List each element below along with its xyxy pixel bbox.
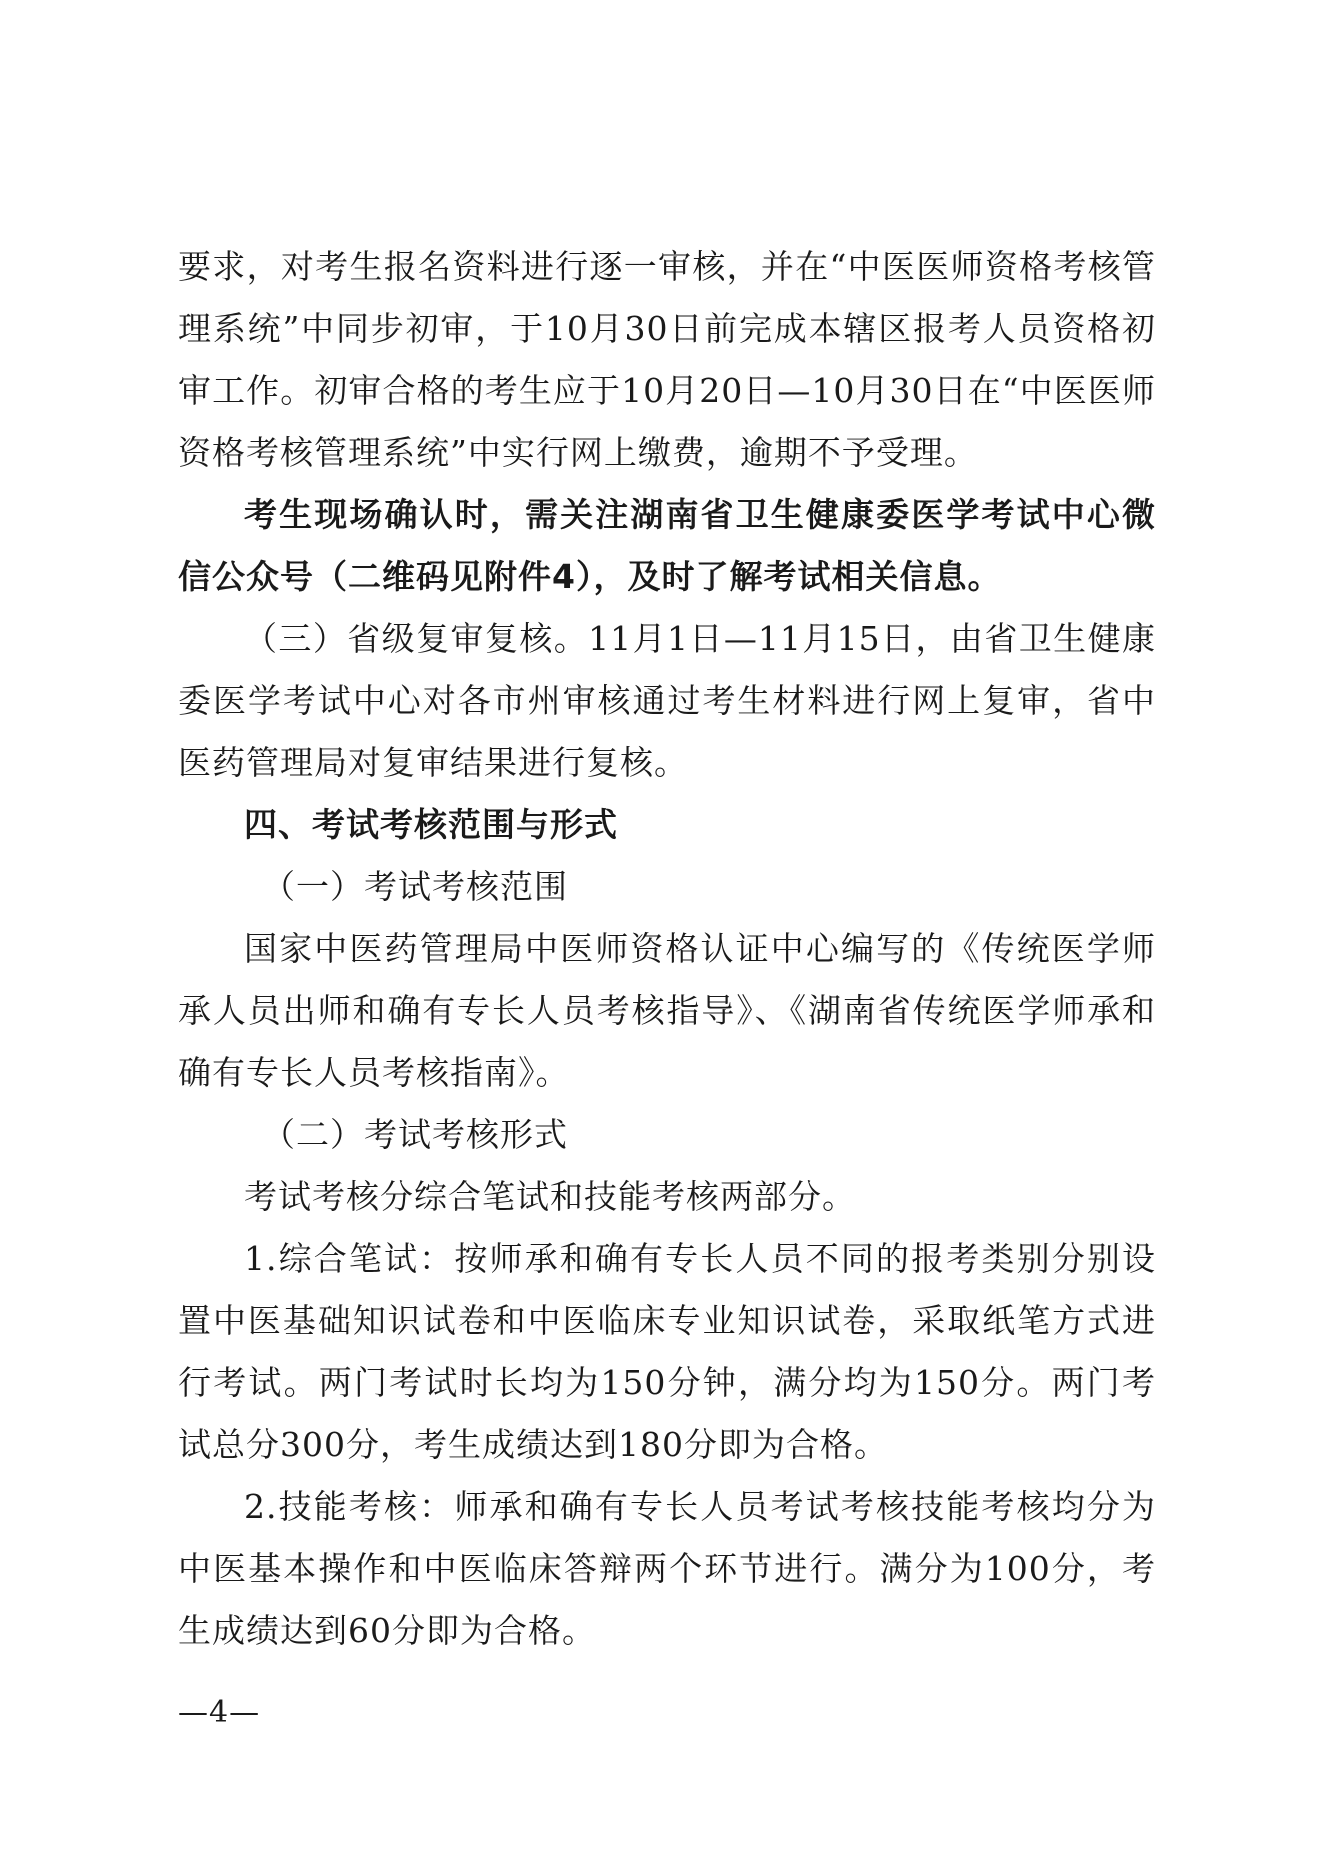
subheading-exam-form: （二）考试考核形式 [262,1115,568,1154]
document-body [178,236,1156,1662]
paragraph-exam-scope: 国家中医药管理局中医师资格认证中心编写的《传统医学师承人员出师和确有专长人员考核指导》、《湖南省传统医学师承和确有专长人员考核指南》。 [178,929,1156,1092]
paragraph-written-exam: 1.综合笔试：按师承和确有专长人员不同的报考类别分别设置中医基础知识试卷和中医临床专业知识试卷，采取纸笔方式进行考试。两门考试时长均为150分钟，满分均为150分。两门考试总分300分，考生成绩达到180分即为合格。 [178,1239,1156,1464]
paragraph-skill-exam: 2.技能考核：师承和确有专长人员考试考核技能考核均分为中医基本操作和中医临床答辩两个环节进行。满分为100分，考生成绩达到60分即为合格。 [178,1487,1156,1650]
paragraph-review-requirements: 要求，对考生报名资料进行逐一审核，并在“中医医师资格考核管理系统”中同步初审，于10月30日前完成本辖区报考人员资格初审工作。初审合格的考生应于10月20日—10月30日在“中医医师资格考核管理系统”中实行网上缴费，逾期不予受理。 [178,247,1156,472]
paragraph-provincial-review: （三）省级复审复核。11月1日—11月15日，由省卫生健康委医学考试中心对各市州审核通过考生材料进行网上复审，省中医药管理局对复审结果进行复核。 [178,619,1156,782]
paragraph-wechat-notice: 考生现场确认时，需关注湖南省卫生健康委医学考试中心微信公众号（二维码见附件4），及时了解考试相关信息。 [178,495,1156,596]
page-number: —4— [178,1695,261,1730]
paragraph-exam-parts: 考试考核分综合笔试和技能考核两部分。 [244,1177,856,1216]
section-heading-exam-scope-form: 四、考试考核范围与形式 [244,805,618,844]
subheading-exam-scope: （一）考试考核范围 [262,867,568,906]
